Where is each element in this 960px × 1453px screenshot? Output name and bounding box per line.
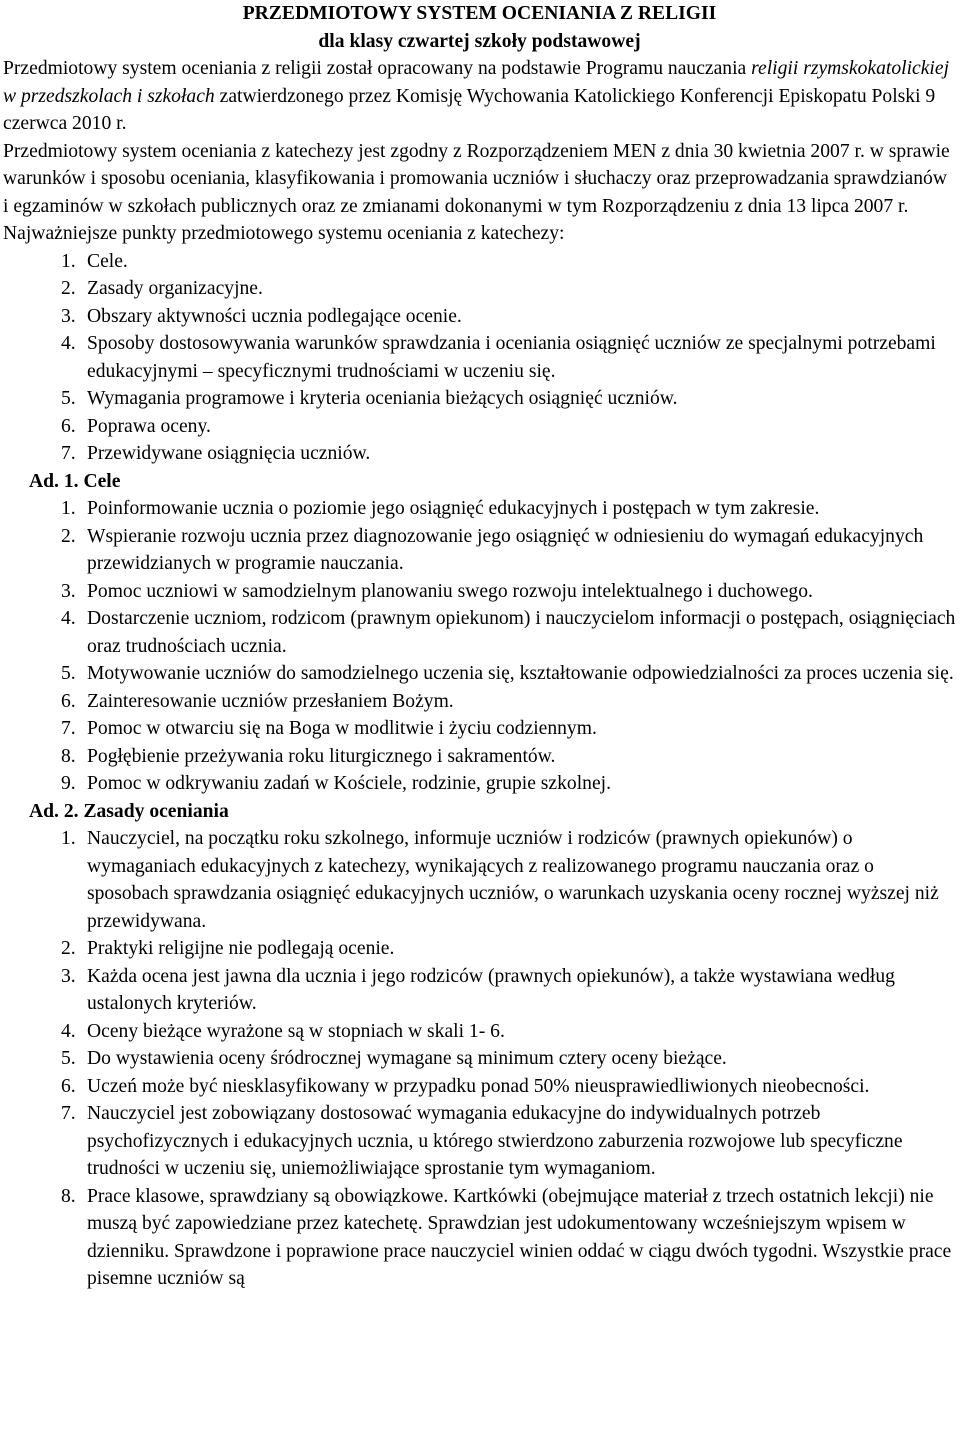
list-item [3, 825, 956, 935]
list-item-number: 2. [61, 938, 76, 959]
list-item-number: 6. [61, 690, 76, 712]
list-item-text: Cele. [87, 250, 128, 272]
list-item-number: 1. [61, 250, 76, 272]
list-item-number: 7. [61, 1103, 76, 1124]
list-item-number: 4. [61, 1020, 76, 1042]
list-item-number: 9. [61, 773, 76, 794]
list-item-text: Motywowanie uczniów do samodzielnego uczenia się, kształtowanie odpowiedzialności za proces uczenia się. [87, 663, 954, 684]
intro-paragraph-3: Najważniejsze punkty przedmiotowego systemu oceniania z katechezy: [3, 223, 565, 244]
list-item-number: 8. [61, 745, 76, 767]
list-item [3, 660, 956, 688]
intro-paragraph-1-end: zatwierdzonego przez Komisję Wychowania Katolickiego Konferencji Episkopatu Polski 9 czerwca 2010 r. [3, 85, 936, 134]
list-item-number: 6. [61, 415, 76, 437]
list-item-number: 1. [61, 498, 76, 519]
list-item-text: Oceny bieżące wyrażone są w stopniach w skali 1- 6. [87, 1020, 505, 1042]
list-item [3, 495, 956, 523]
list-item [3, 1045, 956, 1073]
document-subtitle: dla klasy czwartej szkoły podstawowej [318, 30, 641, 52]
list-item [3, 248, 956, 276]
list-item [3, 440, 956, 468]
list-item-number: 1. [61, 828, 76, 849]
list-item [3, 1100, 956, 1183]
list-item-text: Pomoc w otwarciu się na Boga w modlitwie i życiu codziennym. [87, 718, 597, 739]
list-item-text: Zainteresowanie uczniów przesłaniem Bożym. [87, 690, 454, 712]
list-item-text: Zasady organizacyjne. [87, 278, 263, 299]
list-item [3, 743, 956, 771]
list-item [3, 275, 956, 303]
list-item-text: Poprawa oceny. [87, 415, 211, 437]
program-title-italic: religii rzymskokatolickiej w przedszkolach i szkołach [3, 58, 950, 107]
list-item-number: 7. [61, 718, 76, 739]
list-item [3, 605, 956, 660]
list-item-number: 3. [61, 580, 76, 602]
list-item [3, 688, 956, 716]
list-item [3, 578, 956, 606]
section-2-list [3, 825, 956, 1293]
list-item-number: 5. [61, 1048, 76, 1069]
list-item [3, 1018, 956, 1046]
list-item [3, 413, 956, 441]
list-item-text: Wspieranie rozwoju ucznia przez diagnozowanie jego osiągnięć w odniesieniu do wymagań edukacyjnych przewidzianych w programie nauczania. [87, 525, 924, 574]
list-item-number: 5. [61, 663, 76, 684]
list-item-text: Pogłębienie przeżywania roku liturgicznego i sakramentów. [87, 745, 556, 767]
intro-paragraph-1 [3, 55, 956, 138]
intro-paragraph-1-start: Przedmiotowy system oceniania z religii został opracowany na podstawie Programu nauczania [3, 58, 752, 79]
list-item-text: Nauczyciel jest zobowiązany dostosować wymagania edukacyjne do indywidualnych potrzeb psychofizycznych i edukacyjnych ucznia, u którego stwierdzono zaburzenia rozwojowe lub specyficzne trudności w uczeniu się, uniemożliwiające sprostanie tym wymaganiom. [87, 1103, 903, 1179]
section-1-list [3, 495, 956, 798]
list-item-number: 4. [61, 333, 76, 354]
list-item [3, 303, 956, 331]
list-item [3, 523, 956, 578]
main-points-list [3, 248, 956, 468]
list-item [3, 963, 956, 1018]
list-item-text: Dostarczenie uczniom, rodzicom (prawnym opiekunom) i nauczycielom informacji o postępach, osiągnięciach oraz trudnościach ucznia. [87, 608, 956, 657]
list-item-text: Wymagania programowe i kryteria oceniania bieżących osiągnięć uczniów. [87, 388, 678, 409]
list-item-text: Uczeń może być niesklasyfikowany w przypadku ponad 50% nieusprawiedliwionych nieobecności. [87, 1075, 870, 1097]
list-item-text: Prace klasowe, sprawdziany są obowiązkowe. Kartkówki (obejmujące materiał z trzech ostatnich lekcji) nie muszą być zapowiedziane przez katechetę. Sprawdzian jest udokumentowany wcześniejszym wpisem w dzienniku. Sprawdzone i poprawione prace nauczyciel winien oddać w ciągu dwóch tygodni. Wszystkie prace pisemne uczniów są [87, 1185, 952, 1289]
list-item [3, 770, 956, 798]
list-item [3, 935, 956, 963]
list-item-number: 3. [61, 965, 76, 987]
list-item-text: Każda ocena jest jawna dla ucznia i jego rodziców (prawnych opiekunów), a także wystawiana według ustalonych kryteriów. [87, 965, 895, 1014]
list-item-text: Przewidywane osiągnięcia uczniów. [87, 443, 371, 464]
section-1-heading: Ad. 1. Cele [29, 470, 121, 492]
list-item-text: Sposoby dostosowywania warunków sprawdzania i oceniania osiągnięć uczniów ze specjalnymi potrzebami edukacyjnymi – specyficznymi trudnościami w uczeniu się. [87, 333, 936, 382]
list-item-number: 2. [61, 525, 76, 547]
section-2-heading: Ad. 2. Zasady oceniania [29, 800, 229, 822]
list-item-number: 8. [61, 1185, 76, 1207]
list-item-number: 3. [61, 305, 76, 327]
list-item-number: 5. [61, 388, 76, 409]
list-item-text: Pomoc w odkrywaniu zadań w Kościele, rodzinie, grupie szkolnej. [87, 773, 611, 794]
list-item [3, 385, 956, 413]
list-item-text: Nauczyciel, na początku roku szkolnego, informuje uczniów i rodziców (prawnych opiekunów) o wymaganiach edukacyjnych z katechezy, wynikających z realizowanego programu nauczania oraz o sposobach sprawdzania osiągnięć edukacyjnych uczniów, o warunkach uzyskania oceny rocznej wyższej niż przewidywana. [87, 828, 939, 932]
list-item-number: 2. [61, 278, 76, 299]
list-item-text: Poinformowanie ucznia o poziomie jego osiągnięć edukacyjnych i postępach w tym zakresie. [87, 498, 820, 519]
list-item-text: Pomoc uczniowi w samodzielnym planowaniu swego rozwoju intelektualnego i duchowego. [87, 580, 813, 602]
list-item-text: Praktyki religijne nie podlegają ocenie. [87, 938, 395, 959]
list-item-number: 4. [61, 608, 76, 629]
list-item-number: 7. [61, 443, 76, 464]
list-item [3, 715, 956, 743]
list-item-number: 6. [61, 1075, 76, 1097]
document-title: PRZEDMIOTOWY SYSTEM OCENIANIA Z RELIGII [242, 3, 717, 24]
list-item [3, 1183, 956, 1293]
intro-paragraph-2: Przedmiotowy system oceniania z katechezy jest zgodny z Rozporządzeniem MEN z dnia 30 kwietnia 2007 r. w sprawie warunków i sposobu oceniania, klasyfikowania i promowania uczniów i słuchaczy oraz przeprowadzania sprawdzianów i egzaminów w szkołach publicznych oraz ze zmianami dokonanymi w tym Rozporządzeniu z dnia 13 lipca 2007 r. [3, 140, 950, 217]
list-item [3, 330, 956, 385]
list-item [3, 1073, 956, 1101]
list-item-text: Obszary aktywności ucznia podlegające ocenie. [87, 305, 462, 327]
list-item-text: Do wystawienia oceny śródrocznej wymagane są minimum cztery oceny bieżące. [87, 1048, 727, 1069]
